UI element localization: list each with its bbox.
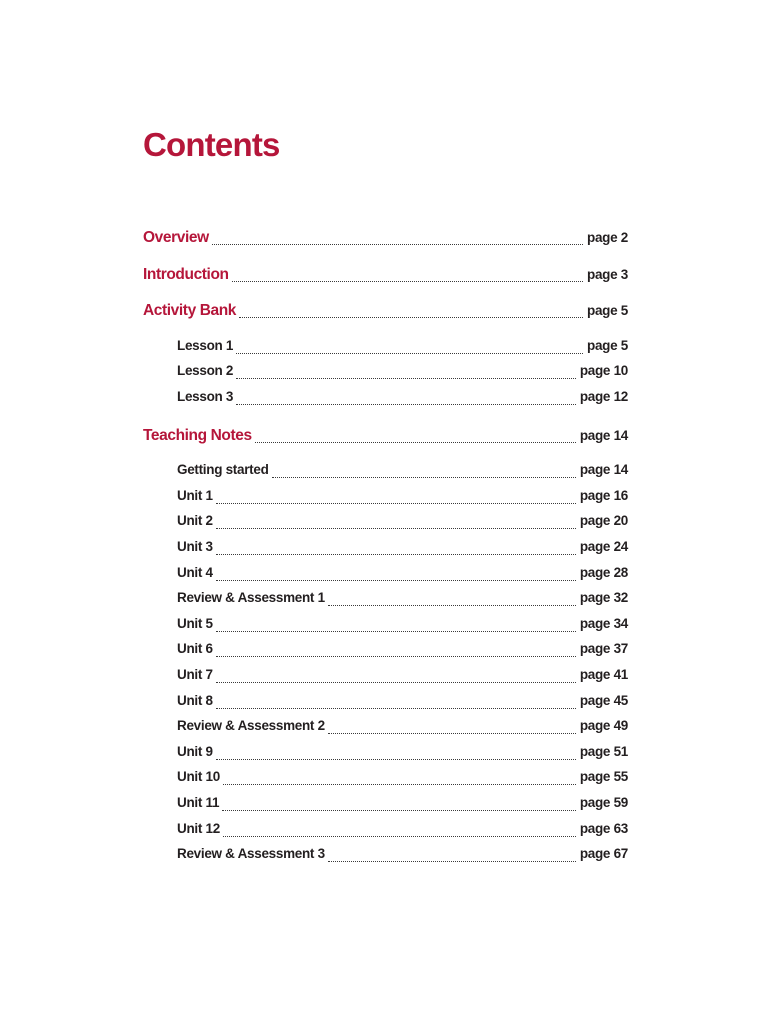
dot-leader <box>232 281 583 282</box>
dot-leader <box>222 810 576 811</box>
toc-entry-page: page 16 <box>579 488 628 503</box>
toc-entry-lesson-3[interactable] <box>177 389 628 409</box>
toc-entry-label: Unit 7 <box>177 667 213 682</box>
toc-entry-unit-7[interactable] <box>177 667 628 687</box>
toc-entry-page: page 2 <box>587 230 628 245</box>
toc-entry-page: page 45 <box>579 693 628 708</box>
toc-entry-page: page 63 <box>579 821 628 836</box>
dot-leader <box>212 244 583 245</box>
dot-leader <box>216 682 576 683</box>
toc-entry-page: page 51 <box>579 744 628 759</box>
dot-leader <box>236 353 583 354</box>
dot-leader <box>216 580 576 581</box>
toc-entry-getting-started[interactable] <box>177 462 628 482</box>
toc-entry-teaching-notes[interactable] <box>143 427 628 447</box>
toc-entry-label: Lesson 2 <box>177 363 234 378</box>
dot-leader <box>216 528 576 529</box>
toc-entry-page: page 5 <box>587 338 628 353</box>
toc-entry-label: Lesson 1 <box>177 338 234 353</box>
toc-entry-page: page 5 <box>587 303 628 318</box>
toc-entry-page: page 12 <box>579 389 628 404</box>
toc-entry-unit-4[interactable] <box>177 565 628 585</box>
toc-entry-label: Unit 5 <box>177 616 213 631</box>
dot-leader <box>223 784 576 785</box>
dot-leader <box>328 733 576 734</box>
toc-entry-page: page 24 <box>579 539 628 554</box>
toc-entry-introduction[interactable] <box>143 266 628 286</box>
toc-entry-label: Review & Assessment 1 <box>177 590 325 605</box>
toc-entry-label: Activity Bank <box>143 302 236 319</box>
toc-entry-unit-9[interactable] <box>177 744 628 764</box>
toc-entry-label: Review & Assessment 2 <box>177 718 325 733</box>
toc-entry-label: Teaching Notes <box>143 427 252 444</box>
dot-leader <box>255 442 576 443</box>
toc-entry-activity-bank[interactable] <box>143 302 628 322</box>
dot-leader <box>216 503 576 504</box>
toc-entry-page: page 49 <box>579 718 628 733</box>
dot-leader <box>216 759 576 760</box>
toc-entry-page: page 55 <box>579 769 628 784</box>
toc-entry-unit-3[interactable] <box>177 539 628 559</box>
toc-entry-page: page 20 <box>579 513 628 528</box>
dot-leader <box>216 631 576 632</box>
dot-leader <box>216 656 576 657</box>
toc-entry-label: Review & Assessment 3 <box>177 846 325 861</box>
toc-entry-unit-6[interactable] <box>177 641 628 661</box>
toc-entry-page: page 32 <box>579 590 628 605</box>
dot-leader <box>216 708 576 709</box>
toc-entry-label: Lesson 3 <box>177 389 234 404</box>
toc-entry-page: page 37 <box>579 641 628 656</box>
toc-entry-page: page 10 <box>579 363 628 378</box>
toc-entry-label: Unit 11 <box>177 795 220 810</box>
toc-entry-page: page 14 <box>579 428 628 443</box>
toc-entry-page: page 28 <box>579 565 628 580</box>
toc-entry-review-assessment-2[interactable] <box>177 718 628 738</box>
toc-entry-label: Unit 1 <box>177 488 213 503</box>
toc-entry-unit-5[interactable] <box>177 616 628 636</box>
toc-entry-label: Unit 2 <box>177 513 213 528</box>
toc-entry-label: Introduction <box>143 266 229 283</box>
toc-entry-label: Unit 8 <box>177 693 213 708</box>
toc-entry-page: page 14 <box>579 462 628 477</box>
toc-entry-label: Unit 6 <box>177 641 213 656</box>
toc-entry-review-assessment-3[interactable] <box>177 846 628 866</box>
toc-entry-lesson-2[interactable] <box>177 363 628 383</box>
dot-leader <box>236 378 576 379</box>
toc-entry-label: Unit 3 <box>177 539 213 554</box>
dot-leader <box>223 836 576 837</box>
page-title: Contents <box>143 126 280 163</box>
dot-leader <box>272 477 576 478</box>
toc-entry-overview[interactable] <box>143 229 628 249</box>
toc-entry-unit-10[interactable] <box>177 769 628 789</box>
toc-entry-label: Unit 10 <box>177 769 220 784</box>
toc-entry-unit-8[interactable] <box>177 693 628 713</box>
toc-entry-label: Unit 12 <box>177 821 220 836</box>
dot-leader <box>216 554 576 555</box>
toc-entry-label: Overview <box>143 229 209 246</box>
dot-leader <box>236 404 576 405</box>
toc-entry-unit-2[interactable] <box>177 513 628 533</box>
toc-entry-page: page 34 <box>579 616 628 631</box>
dot-leader <box>328 861 576 862</box>
dot-leader <box>328 605 576 606</box>
toc-entry-label: Getting started <box>177 462 269 477</box>
toc-entry-page: page 41 <box>579 667 628 682</box>
toc-entry-review-assessment-1[interactable] <box>177 590 628 610</box>
toc-entry-lesson-1[interactable] <box>177 338 628 358</box>
toc-entry-unit-11[interactable] <box>177 795 628 815</box>
toc-entry-label: Unit 4 <box>177 565 213 580</box>
toc-entry-page: page 59 <box>579 795 628 810</box>
toc-entry-unit-12[interactable] <box>177 821 628 841</box>
toc-entry-page: page 67 <box>579 846 628 861</box>
toc-entry-page: page 3 <box>587 267 628 282</box>
toc-entry-unit-1[interactable] <box>177 488 628 508</box>
toc-entry-label: Unit 9 <box>177 744 213 759</box>
dot-leader <box>239 317 583 318</box>
